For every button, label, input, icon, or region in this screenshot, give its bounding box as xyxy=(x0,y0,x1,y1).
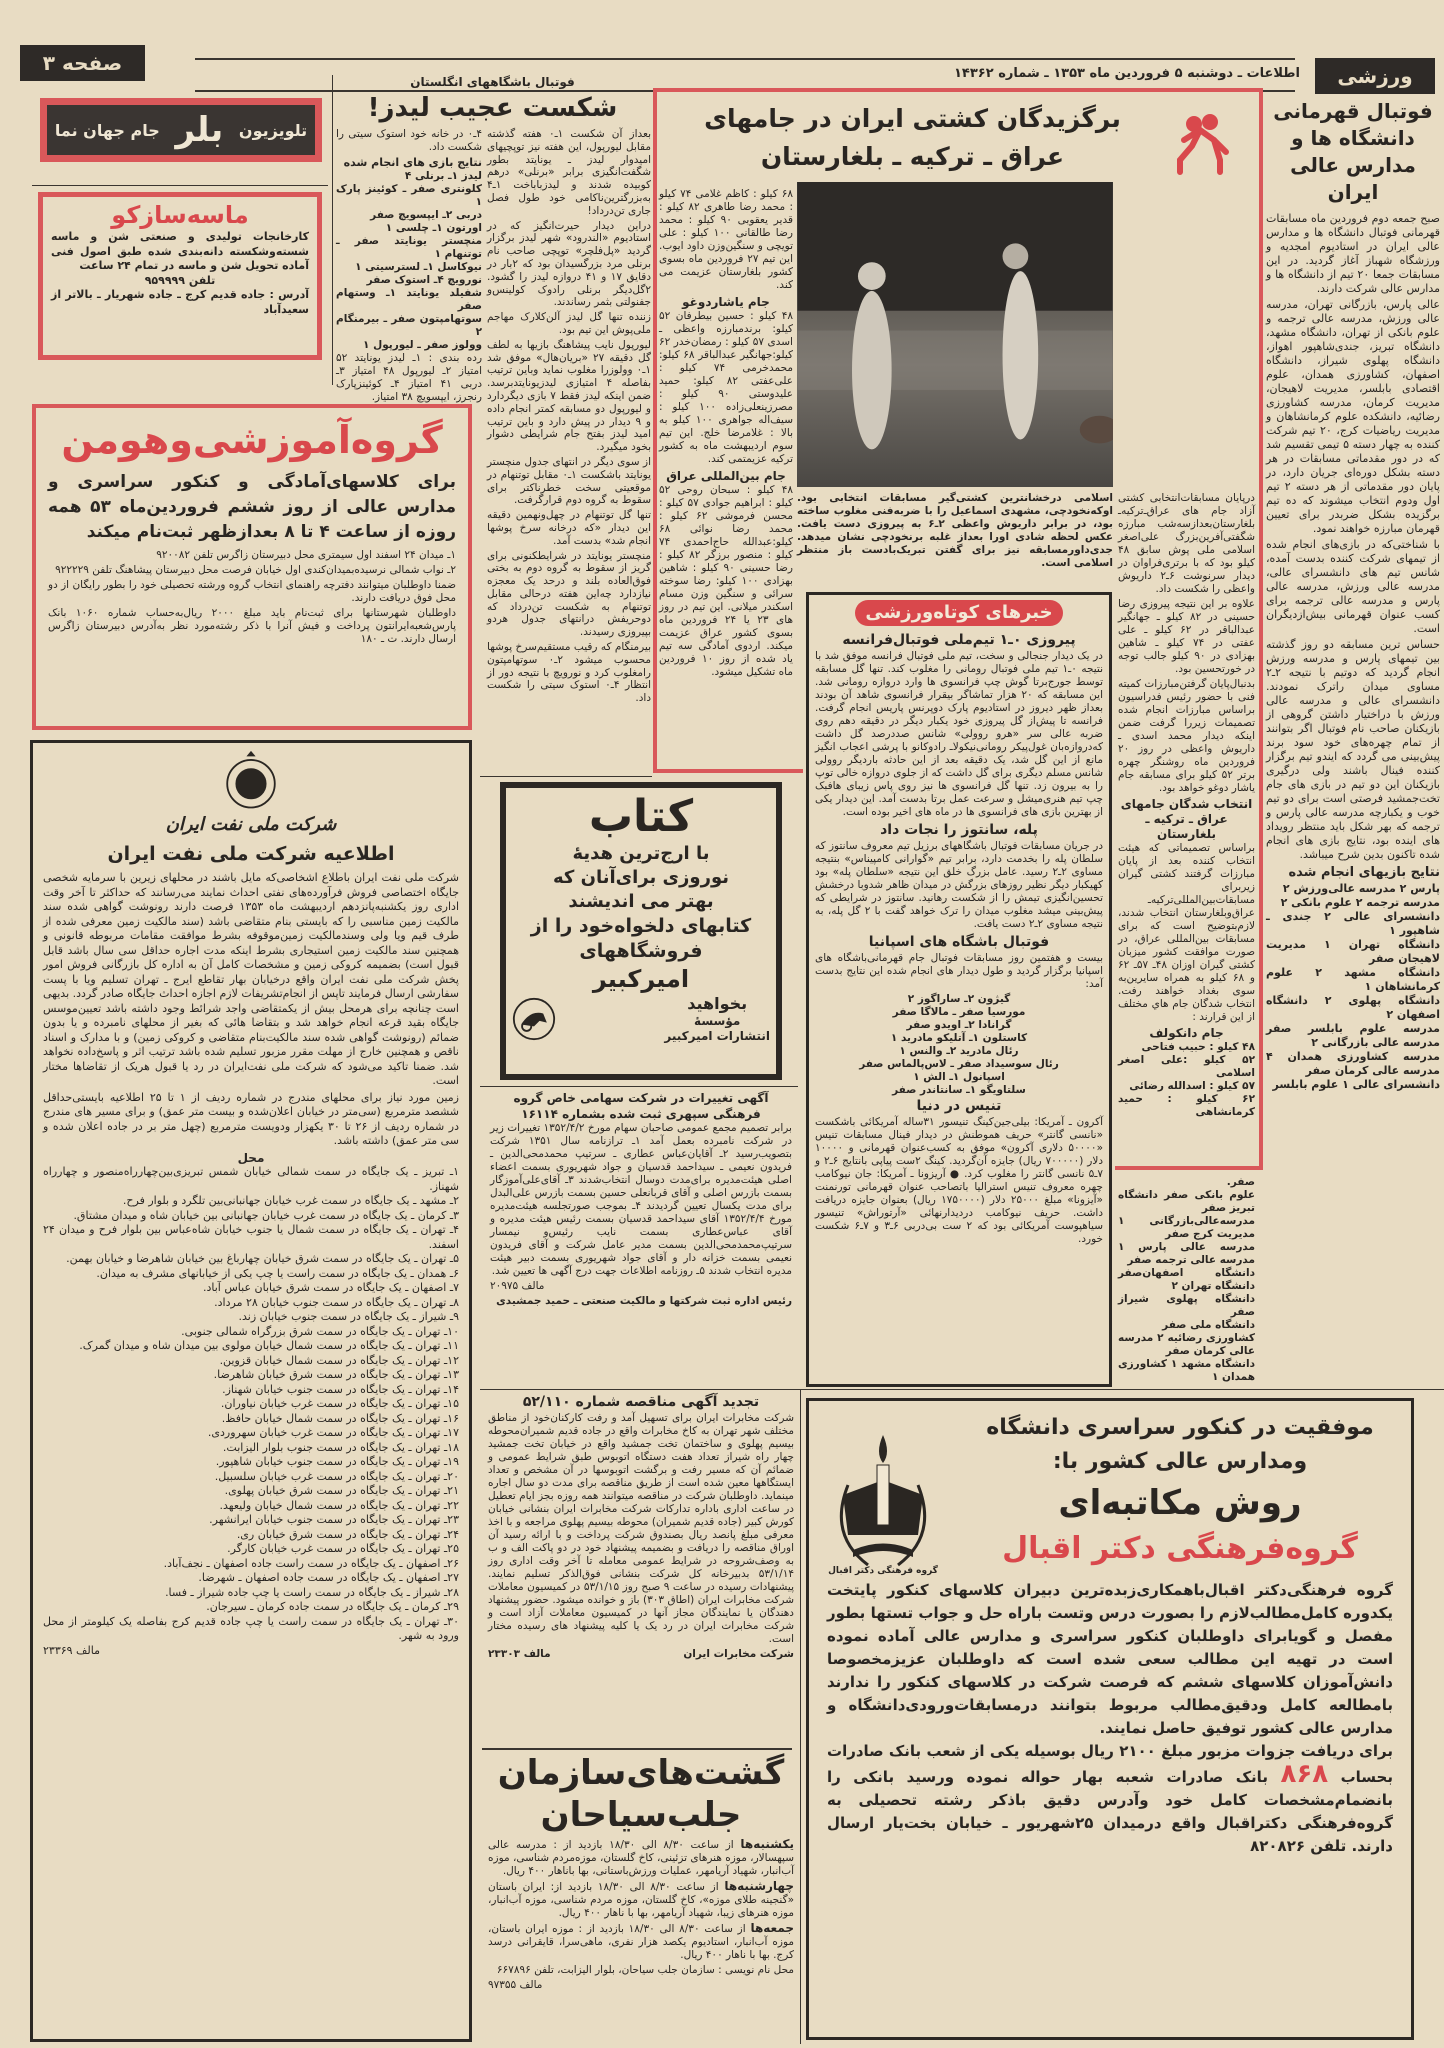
result-item: سوتهامپتون صفر ـ بیرمنگام ۲ xyxy=(336,313,482,338)
book-ad-line: فروشگاههای xyxy=(579,940,703,962)
location-item: ۲۷ـ اصفهان ـ یک جایگاه در سمت جاده اصفهان ـ شهرضا. xyxy=(198,1571,459,1584)
news-title: تنیس در دنیا xyxy=(916,1098,1002,1114)
wrestling-frame-bottom-right xyxy=(1115,1166,1263,1170)
wrestlers-logo-icon xyxy=(1170,110,1240,180)
uni-results-continued xyxy=(1118,1176,1255,1384)
list-item: ۱ـ میدان ۲۴ اسفند اول سیمتری محل دبیرستان زاگرس تلفن ۹۲۰۰۸۲ xyxy=(156,549,456,561)
news-body: در یک دیدار جنجالی و سخت، تیم ملی فوتبال فرانسه موفق شد با نتیجه ۰ـ۱ تیم ملی فوتبال رومانی را مغلوب کند. تنها گل مسابقه توسط جورج‌برتا گوش چپ فرانسوی ها وارد دروازه رومانی شد. این مسابقه که ۲۰ هزار تماشاگر بیقرار فرانسوی شاهد آن بودند بعداز ظهر دیروز در استادیوم پارک دوپرنس پاریس انجام گرفت. فرانسه تا پیش‌از گل پیروزی خود یکبار دیگر در دقیقه دهم روی ضربه عالی سر «هرو روولی» شانس صددرصد گل داشت که‌دروازه‌بان غول‌پیکر رومانی‌نیکولاـ رادوکانو با پرشی اعجاب انگیز مانع از این گل شد، یک دقیقه بعد از این حادثه باردیگر روولی شانس مسلم دیگری برای گل داشت که از جلوی دروازه خالی توپ را به بیرون زد. تنها گل فرانسوی ها نیز روی پاس زیبای هافبک چپ تیم هنری‌میشل و سرعت عمل برتا بدست آمد. این دیدار یکی از بهترین بازی های فرانسوی ها در ماه های اخیر بوده است. xyxy=(815,650,1104,818)
result-item: مدرسه‌عالی‌بازرگانی ۱ مدیریت کرج صفر xyxy=(1118,1215,1255,1240)
result-item: دانشگاه مشهد ۱ کشاورزی همدان ۱ xyxy=(1118,1358,1255,1383)
nioc-logo-icon xyxy=(43,749,459,813)
location-item: ۳۰ـ تهران ـ یک جایگاه در سمت راست یا چپ جاده قدیم کرج بفاصله یک کیلومتر از محل ورود به شهر. xyxy=(43,1614,459,1642)
iqbal-headline: ومدارس عالی کشور با: xyxy=(1052,1449,1308,1474)
results-list xyxy=(1266,882,1440,1092)
result-item: مدرسه ترجمه ۲ علوم بانکی ۲ xyxy=(1280,896,1440,909)
location-item: ۲۴ـ تهران ـ یک جایگاه در سمت شرق خیابان ری. xyxy=(236,1527,459,1541)
result-item: علوم بانکی صفر دانشگاه تبریز صفر xyxy=(1118,1189,1255,1214)
rule xyxy=(480,776,652,777)
section-tag: ورزشی xyxy=(1315,58,1435,94)
signature: رئیس اداره ثبت شرکتها و مالکیت صنعتی ـ حمید جمشیدی xyxy=(496,1295,792,1307)
news-body: بیست و هفتمین روز مسابقات فوتبال جام قهرمانی‌باشگاه های اسپانیا برگزار گردید و طول دیدار های انجام شده این نتایج بدست آمد: xyxy=(815,952,1103,990)
paragraph: شرکت ملی نفت ایران باطلاع اشخاصی‌که مایل باشند در محلهای زیرین با سرمایه شخصی جایگاه اختصاصی فروش فرآورده‌های نفتی احداث نمایند می‌رسانند که حداکثر تا آخر وقت اداری روز یکشنبه‌پانزدهم اردیبهشت ماه ۱۳۵۳ فرصت دارند رونوشت گواهی شده سند مالکیت زمین مناسبی را که بایستی بنام متقاضی باشد (سند مالکیت زمین معرفی شده از طرف قیم ویا ولی وسندمالکیت زمین‌موقوفه بشرط موافقت مقامات مربوطه قانونی و همچنین سند مالکیت زمین استیجاری بشرط اینکه مدت اجاره حداقل سی سال باشد قابل قبول است) بضمیمه کروکی زمین و مشخصات کامل آن به اداره کل بازرگانی فروش امور پخش شرکت ملی نفت ایران واقع درخیابان بهار تقاطع ایرج ـ تهران تسلیم ویا با پست سفارشی ارسال فرمایند تاپس از انجام‌تشریفات لازم اجازه احداث جایگاه صادر گردد. بدیهی است چنانچه برای هرمحل بیش از یکمتقاضی واجد شرائط وجود داشته باشد تعیین‌موسس جایگاه بقید قرعه انجام خواهد شد و بتقاضا هائی که بغیر از محلهای نامبرده و یا بدون ضمائم (رونوشت گواهی شده سند مالکیت‌بنام متقاضی و کروکی زمین) و با مدارک و اسناد ناقص و همچنین خارج از مهلت مقرر مزبور تسلیم شده باشد ترتیب اثر و پاسخ‌داده نخواهد شد. ضمنا تاکید می‌شود که شرکت ملی نفت‌ایران در رد یا قبول هریک از تقاضاها مختار است. xyxy=(43,871,459,1087)
vahoman-ad xyxy=(32,404,472,730)
leeds-headline xyxy=(335,74,650,126)
result-item: دربی ۲ـ ایپسویچ صفر xyxy=(370,209,482,221)
ad-ref: مالف ۲۳۳۶۹ xyxy=(43,1643,101,1657)
nioc-logo-text: شرکت ملی نفت ایران xyxy=(165,814,337,835)
subheading: جام بین‌المللی عراق xyxy=(666,469,786,483)
location-item: ۲۰ـ تهران ـ یک جایگاه در سمت غرب خیابان سلسبیل. xyxy=(214,1469,459,1483)
location-item: ۵ـ تهران ـ یک جایگاه در سمت شرق خیابان چهارباغ بین خیابان شاهرضا و خیابان بهمن. xyxy=(66,1252,459,1265)
result-item: منچستر یونایتد صفر ـ توتنهام ۱ xyxy=(336,235,482,260)
nioc-title: اطلاعیه شرکت ملی نفت ایران xyxy=(107,843,395,865)
vahoman-body: برای کلاسهای‌آمادگی و کنکور سراسری و مدارس عالی از روز ششم فروردین‌ماه ۵۳ همه روزه از ساعت ۴ تا ۸ بعدازظهر ثبت‌نام میکند xyxy=(48,472,456,542)
location-item: ۱۴ـ تهران ـ یک جایگاه در سمت جنوب خیابان شهناز. xyxy=(222,1382,459,1396)
result-item: شفیلد یونایتد ۱ـ وستهام صفر xyxy=(336,287,482,312)
subheading: جام یاشاردوغو xyxy=(682,295,770,309)
result-item: دانشگاه پهلوی شیراز صفر xyxy=(1118,1293,1255,1318)
standings: رده بندی : ۱ـ لیدز یونایتد ۵۲ امتیاز ۲ـ لیورپول ۴۸ امتیاز ۳ـ دربی ۴۱ امتیاز ۴ـ کوئینزپارک رنجرز، ایپسویچ ۳۸ امتیاز. xyxy=(336,352,483,403)
short-news-banner: خبرهای کوتاه‌ورزشی xyxy=(855,600,1063,626)
notice-changes xyxy=(490,1090,792,1310)
result-item: دانشگاه تهران ۱ مدیریت لاهیجان صفر xyxy=(1266,938,1440,965)
uni-football-title: فوتبال قهرمانی دانشگاه ها و مدارس عالی ایران xyxy=(1273,99,1433,204)
result-item: دانشگاه اصفهان‌صفر دانشگاه تهران ۲ xyxy=(1118,1267,1255,1292)
masthead-dateline: اطلاعات ـ دوشنبه ۵ فروردین ماه ۱۳۵۳ ـ شماره ۱۴۳۶۲ xyxy=(954,66,1300,81)
payment-text: برای دریافت جزوات مزبور مبلغ ۲۱۰۰ ریال بوسیله یکی از شعب بانک صادرات بحساب xyxy=(827,1742,1393,1786)
column-rule xyxy=(800,1389,801,2044)
location-item: ۱۸ـ تهران ـ یک جایگاه در سمت جنوب بلوار الیزابت. xyxy=(222,1440,459,1454)
location-item: ۲۳ـ تهران ـ یک جایگاه در سمت جنوب خیابان ایرانشهر. xyxy=(209,1513,459,1526)
location-item: ۴ـ تهران ـ یک جایگاه در سمت شمال یا جنوب خیابان شاه‌عباس بین بلوار فرح و میدان ۲۴ اسفند. xyxy=(43,1223,459,1251)
nioc-notice xyxy=(30,740,472,2042)
iqbal-headline: موفقیت در کنکور سراسری دانشگاه xyxy=(986,1415,1374,1440)
news-body: در جریان مسابقات فوتبال باشگاههای برزیل تیم معروف سانتوز که سلطان پله را بخدمت دارد، برابر تیم «گوارانی کامپیناس» بنتیجه مساوی ۲ـ۲ رسید. عامل بزرگ خلق این نتیجه «سلطان پله» بود کهیکبار دیگر نظیر روزهای بزرگش در میدان ظاهر شدوبا درخشش تحسین‌انگیزی تیمش را از شکست رهانید. سانتوز در شرایطی که پیش‌بینی میشد مغلوب میدان را ترک خواهد گفت با ۲ گل پله، به نتیجه مساوی ۲ـ۲ دست یافت. xyxy=(815,840,1103,930)
short-news-box xyxy=(806,592,1112,1387)
location-item: ۲۱ـ تهران ـ یک جایگاه در سمت شرق خیابان پهلوی. xyxy=(224,1484,459,1497)
location-item: ۲۶ـ اصفهان ـ یک جایگاه در سمت راست جاده اصفهان ـ نجف‌آباد. xyxy=(163,1556,459,1570)
paragraph: دراین دیدار حیرت‌انگیز که در استادیوم «الندرود» شهر لیدز برگزار گردید «پل‌فلچر» توپچی صاحب نام برنلی مرد بزرگسیدان بود که ۲بار در دقایق ۱۷ و ۴۱ دروازه لیدز را گشود. ۲گل‌دیگر برنلی رادوک کولینس‌و جفنولتی بثمر رساندند. xyxy=(487,219,652,309)
location-item: ۱۰ـ تهران ـ یک جایگاه در سمت شرق بزرگراه شمالی جنوبی. xyxy=(181,1324,459,1338)
subheading: انتخاب شدگان جامهای عراق ـ ترکیه ـ بلغارستان xyxy=(1120,797,1253,841)
rule xyxy=(32,185,328,186)
results-heading: نتایج بازیهای انجام شده xyxy=(1288,865,1440,880)
account-number: ۸۶۸ xyxy=(1280,1759,1329,1789)
book-ad-line: نوروزی برای‌آنان که xyxy=(552,867,730,888)
result-item: پارس ۲ مدرسه عالی‌ورزش ۲ xyxy=(1282,882,1440,895)
location-list xyxy=(43,1165,459,1644)
list-item: ۶۲ کیلو : حمید کرمانشاهی xyxy=(1118,1093,1255,1118)
paragraph: تنها گل توتنهام در چهل‌ونهمین دقیقه این دیدار «که درخانه سرخ پوشها انجام شد» بدست آمد. xyxy=(487,509,651,547)
result-item: مدرسه علوم بابلسر صفر مدرسه عالی بازرگانی ۲ xyxy=(1266,1022,1440,1049)
result-item: گیژون ۲ـ ساراگوز ۲ xyxy=(907,993,1011,1005)
photo-caption: اسلامی درخشانترین کشتی‌گیر مسابقات انتخابی بود. اوکه‌نخودچی، مشهدی اسماعیل را با ضربه‌فنی مغلوب ساخته بود، در برابر داریوش واعظی ۲ـ۶ به پیروزی دست یافت. عکس لحظه شادی اورا بعداز غلبه برنخودچی نشان میدهد. جدی‌داورمسابقه نیز برای گفتن تبریک‌بادست باز منتظر اسلامی است. xyxy=(797,492,1113,569)
list-item: ۵۲ کیلو :علی اصغر اسلامی xyxy=(1118,1054,1255,1079)
tour-day: جمعه‌ها xyxy=(750,1921,795,1935)
result-item: مدرسه کشاورزی همدان ۴ مدرسه عالی کرمان صفر xyxy=(1266,1050,1440,1077)
result-item: لیدز ۱ـ برنلی ۴ xyxy=(404,170,482,182)
wrestling-headline xyxy=(665,100,1160,176)
list-item: ۴۸ کیلو : حبیب فتاحی xyxy=(1141,1041,1255,1053)
result-item: دانشگاه ملی صفر xyxy=(1162,1319,1255,1331)
payment-text: بانک صادرات شعبه بهار حواله نموده ورسید بانکی را بانضمام‌مشخصات کامل خود وآدرس دقیق باذکر رشته تحصیلی به گروه‌فرهنگی دکتراقبال واقع درمیدان ۲۵شهریور ـ خیابان بخت‌یار ارسال دارند. تلفن ۸۲۰۸۲۶ xyxy=(827,1768,1393,1855)
tours-title: جلب‌سیاحان xyxy=(540,1795,742,1835)
signature: شرکت مخابرات ایران xyxy=(683,1648,794,1660)
wrestling-photo xyxy=(797,182,1113,487)
result-item: رئال مادرید ۲ـ والنس ۱ xyxy=(899,1045,1019,1057)
location-item: ۸ـ تهران ـ یک جایگاه در سمت جنوب خیابان ۲۸ مرداد. xyxy=(214,1295,459,1309)
publisher-name: انتشارات امیرکبیر xyxy=(664,1029,770,1043)
masasazko-ad xyxy=(38,192,322,360)
list-item: ضمنا داوطلبان میتوانند دفترچه راهنمای انتخاب گروه ورشته تحصیلی خود را بطور رایگان از دو محل فوق دریافت دارند. xyxy=(48,579,456,604)
leeds-kicker: فوتبال باشگاههای انگلستان xyxy=(410,75,575,89)
result-item: کاستلون ۱ـ آتلیکو مادرید ۱ xyxy=(890,1032,1028,1044)
news-body: آکرون ـ آمریکا: بیلی‌جین‌کینگ تنیسور ۳۱ساله آمریکائی باشکست «نانسی گانتر» حریف هموطنش در دیدار فینال مسابقات تنیس «۵۰۰۰۰ دلاری آکرون» موفق به کسب‌عنوان قهرمانی و ۱۰۰۰۰ دلار (۷۰۰۰۰۰ ریال) جایزه آن‌گردید. کینگ ۲ست پیاپی بانتایج ۶ـ۲ و ۷ـ۵ نانسی گانتر را مغلوب کرد. ● آریزونا ـ آمریکا: جان نیوکامب چهره معروف تنیس استرالیا باتصاحب عنوان قهرمانی تورنمنت «آیزونا» مبلغ ۲۵۰۰۰ دلار (۱۷۵۰۰۰۰ ریال) بعنوان جایزه دریافت داشت. حریف نیوکامب دردیدارنهائی «آرتوراش» تنیسور سیاهپوست آمریکائی بود که ۲ ست بی‌دربی ۶ـ۳ و ۷ـ۶ شکست خورد. xyxy=(815,1116,1104,1245)
book-ad-line: بهتر می اندیشند xyxy=(568,891,714,912)
paragraph: لیورپول نایب پیشاهنگ بازیها به لطف گل دقیقه ۲۷ «بریان‌هال» موفق شد ۱ـ۰ وولوزرا مغلوب نماید وباین ترتیب بفاصله ۴ امتیازی لیدزیونایتدبرسد. ضمن اینکه لیدز فقط ۷ بازی دیگردارد و لیورپول دو مسابقه کمتر انجام داده و ۹ دیدار در پیش دارد و باین ترتیب امید لیدز بفتح جام شرایطی دشوار بخود میگیرد. xyxy=(487,338,652,454)
ad-ref: مالف ۲۰۹۷۵ xyxy=(490,1280,545,1292)
iqbal-brand: گروه‌فرهنگی دکتر اقبال xyxy=(1002,1531,1358,1566)
tour-text: از ساعت ۸/۳۰ الی ۱۸/۳۰ بازدید از : موزه ایران باستان، موزه آب‌انبار، استادیوم یکصد هزار نفری، ماهی‌سرا، قایقرانی درسد کرج. بها با ناهار ۴۰۰ ریال. xyxy=(488,1923,794,1961)
location-item: ۲۵ـ تهران ـ یک جایگاه در سمت غرب خیابان کارگر. xyxy=(227,1542,459,1555)
result-item: مدرسه عالی پارس ۱ مدرسه عالی ترجمه صفر xyxy=(1118,1241,1255,1266)
location-item: ۱۲ـ تهران ـ یک جایگاه در سمت شمال خیابان قزوین. xyxy=(219,1353,459,1367)
result-item: کشاورزی رضائیه ۲ مدرسه عالی کرمان صفر xyxy=(1118,1332,1256,1357)
result-item: مورسیا صفر ـ مالاگا صفر xyxy=(892,1006,1026,1018)
wrestling-title-line2: عراق ـ ترکیه ـ بلغارستان xyxy=(760,142,1065,171)
result-item: دانشسرای عالی ۱ علوم بابلسر xyxy=(1272,1078,1440,1091)
result-item: دانشگاه پهلوی ۲ دانشگاه اصفهان ۲ xyxy=(1266,994,1441,1021)
result-item: دانشگاه مشهد ۲ علوم کرمانشاهان ۱ xyxy=(1266,966,1440,993)
tv-ad-word: تلویزیون xyxy=(238,120,308,140)
result-item: اسپانول ۱ـ الش ۱ xyxy=(913,1071,1005,1083)
address: آدرس : جاده قدیم کرج ـ جاده شهریار ـ بالاتر از سعیدآباد xyxy=(51,288,309,316)
rule xyxy=(482,1748,792,1750)
iqbal-ad xyxy=(806,1398,1414,2040)
result-item: وولوز صفر ـ لیورپول ۱ xyxy=(363,339,482,351)
column-rule xyxy=(332,75,333,385)
iqbal-method: روش مکاتبه‌ای xyxy=(1058,1483,1302,1523)
paragraph: براساس تصمیماتی که هیئت انتخاب کننده بعد از پایان مبارزات گرفتند کشتی گیران زیربرای مسابقات‌بین‌المللی‌ترکیه‌ـ عراق‌وبلغارستان انتخاب شدند، لازم‌بتوضیح است که برای مسابقات بین‌المللی عراق، در صورت موافقت کشور میزبان کشتی گیران اوزان ۴۸ـ ۵۷ـ ۶۲ و ۶۸ کیلو به همراه سایرین‌به سوی بغداد خواهند رفت. انتخاب شدگان جام هاي مختلف از این قرارند : xyxy=(1118,842,1255,1023)
leeds-title: شکست عجیب لیدز! xyxy=(367,93,618,123)
paragraph: گروه فرهنگی‌دکتر اقبال‌باهمکاری‌زبده‌ترین دبیران کلاسهای کنکور پایتخت یکدوره کامل‌مطالب‌لازم را بصورت درس وتست باراه حل و جواب تستها بطور مفصل و گویابرای داوطلبان کنکور سراسری و مدارس عالی آماده نموده است در تهیه این مطالب سعی شده است که داوطلبان عزیزمخصوصا دانش‌آموزان کلاسهای ششم که فرصت شرکت در کلاسهای کنکور را ندارند بامطالعه کامل ودقیق‌مطالب مربوط بتوانند درمسابقات‌ورودی‌دانشگاه و مدارس عالی کشور توفیق حاصل نمایند. xyxy=(827,1581,1393,1737)
paragraph: بعداز آن شکست ۱ـ۰ هفته گذشته مقابل لیورپول، این هفته نیز توپچیهای امیدوار لیدز ـ یونایتد بطور شگفت‌انگیزی برابر «برنلی» درهم کوبیده شدند و لیدزباباخت ۱ـ۴ به‌بزرگترین‌ناکامی خود طول فصل جاری تن‌درداد! xyxy=(487,128,651,217)
ad-ref: مالف ۲۳۳۰۳ xyxy=(488,1648,551,1660)
wrestling-title-line1: برگزیدگان کشتی ایران در جامهای xyxy=(704,104,1121,133)
book-ad-line: کتابهای دلخواه‌خود را از xyxy=(530,915,752,937)
result-item: نیوکاسل ۱ـ لسترسیتی ۱ xyxy=(355,261,482,273)
subheading: جام دانکولف xyxy=(1149,1026,1224,1040)
location-item: ۷ـ اصفهان ـ یک جایگاه در سمت شرق خیابان عباس آباد. xyxy=(203,1281,459,1294)
paragraph: صبح جمعه دوم فروردین ماه مسابقات قهرمانی فوتبال دانشگاه ها و مدارس عالی ایران در استادیوم امجدیه و ورزشگاه شهباز آغاز گردید. در این مسابقات جمعا ۲۰ تیم از دانشگاه ها و مدارس عالی شرکت دارند. xyxy=(1266,212,1440,295)
location-item: ۱۹ـ تهران ـ یک جایگاه در سمت جنوب خیابان شاهپور. xyxy=(215,1455,459,1468)
book-ad-title: کتاب xyxy=(588,791,694,842)
paragraph: عالی پارس، بازرگانی تهران، مدرسه عالی ورزش، مدرسه عالی ترجمه و علوم بانکی از تهران، دانشگاه مشهد، دانشگاه تبریز، جندی‌شاهپور اهواز، دانشگاه پهلوی شیراز، دانشگاه اصفهان، کشاورزی همدان، علوم اقتصادی بابلسر، مدیریت لاهیجان، مدیریت کرمان، مدرسه کشاورزی رضائیه، دانشکده علوم کرمانشاهان و مدیریت ریاضیات کرج، ۲۰ تیم شرکت کننده به چهار دسته ۵ تیمی تقسیم شد که در دور مقدماتی مسابقات در هر دسته بشکل دوره‌ای جریان دارد، در پایان دور مقدماتی از هر دسته ۲ تیم اول ودوم انتخاب میشوند که ده تیم برگزیده بشکل ضربدر برای تعیین قهرمان مبارزه خواهند نمود. xyxy=(1266,298,1440,535)
paragraph: علاوه بر این نتیجه پیروزی رضا حسینی در ۸۲ کیلو ـ جهانگیر عبدالباقر در ۶۲ کیلو ـ علی عفتی در ۷۴ کیلو ـ شاهین بهزادی در ۹۰ کیلو جالب توجه در خورتحسین بود. xyxy=(1118,598,1255,675)
tour-day: یکشنبه‌ها xyxy=(740,1837,794,1851)
book-ad-brand: امیرکبیر xyxy=(592,965,690,993)
tender-title: تجدید آگهی مناقصه شماره ۵۲/۱۱۰ xyxy=(522,1394,760,1410)
paragraph: شرکت مخابرات ایران برای تسهیل آمد و رفت کارکنان‌خود از مناطق مختلف شهر تهران به کاخ مخابرات واقع در جاده قدیم شمیران‌محوطه بیسیم پهلوی و ساختمان تخت جمشید واقع در خیابان تخت جمشید چهار راه شیراز تعداد هفت دستگاه اتوبوس طبق شرایط عمومی و ضمائم آن که مسیر رفت و برگشت اتوبوسها در آن مشخص و تعداد ایستگاهها معین شده است از طریق مناقصه برای مدت دو سال اجاره مینماید. داوطلبان شرکت در مناقصه میتوانند همه روزه بجز ایام تعطیل در ساعت اداری باداره تدارکات شرکت مخابرات ایران بنشانی خیابان کورش کبیر (جاده قدیم شمیران) محوطه بیسیم پهلوی مراجعه و با اخذ معرفی مبلغ پانصد ریال بصندوق شرکت پرداخت و با ارائه رسید آن اوراق مناقصه را دریافت و بضمیمه پیشنهاد خود در دو پاکت الف و ب به وصف‌شروحه در شرایط عمومی معامله تا آخر وقت اداری روز ۵۳/۱/۱۴ بدبیرخانه کل شرکت بنشانی فوق‌الذکر تسلیم نمایند. پیشنهادات رسیده در ساعت ۹ صبح روز ۵۳/۱/۱۵ در کمیسیون معاملات شرکت مخابرات ایران (اطاق ۳۰۳) باز و خوانده میشود. حضور پیشنهاد دهندگان یا نمایندگان مجاز آنها در کمیسیون معاملات آزاد است و شرکت مخابرات ایران در رد یک یا کلیه پیشنهاد های رسیده مختار است. xyxy=(488,1412,794,1645)
paragraph: درپایان مسابقات‌انتخابی کشتی آزاد جام های عراق‌ـ‌ترکیه‌ـ بلغارستان‌بعدازسه‌شب مبارزه شگفتی‌آفرین‌بزرگ علی‌اصغر اسلامی ملی پوش سابق ۴۸ کیلو بود که با برتری‌فراوان در دیدار سرنوشت ۶ـ۲ داریوش واعظی را شکست داد. xyxy=(1118,492,1255,595)
location-item: ۹ـ شیراز ـ یک جایگاه در سمت جنوب خیابان زند. xyxy=(238,1310,459,1323)
vahoman-title: گروه‌آموزشی‌وهومن xyxy=(61,418,443,462)
news-title: پیروزی ۰ـ۱ تیم‌ملی فوتبال‌فرانسه xyxy=(842,632,1076,648)
result-item: اورتون ۱ـ چلسی ۱ xyxy=(385,222,482,234)
signup-info: محل نام نویسی : سازمان جلب سیاحان، بلوار الیزابت، تلفن ۶۶۷۸۹۶ xyxy=(496,1964,794,1976)
paragraph: بیرمنگام که رقیب مستقیم‌سرخ پوشها محسوب میشود ۲ـ۰ سوتهامپتون رامغلوب کرد و نورویچ با نتیجه دور از انتظار ۴ـ۰ استوک سیتی را شکست داد. xyxy=(487,641,651,705)
news-title: پله، سانتوز را نجات داد xyxy=(880,822,1038,838)
notice-title: آگهی تغییرات در شرکت سهامی خاص گروه فرهنگی سپهری ثبت شده بشماره ۱۶۱۱۴ xyxy=(513,1091,769,1121)
subheading: نتایج بازی های انجام شده xyxy=(343,156,482,169)
logo-text: گروه فرهنگی دکتر اقبال xyxy=(828,1566,938,1576)
leeds-body xyxy=(487,128,651,707)
location-item: ۱۵ـ تهران ـ یک جایگاه در سمت غرب خیابان نیاوران. xyxy=(220,1397,459,1410)
result-item: دانشسرای عالی ۲ جندی ـ شاهپور ۱ xyxy=(1266,910,1440,937)
tv-ad xyxy=(40,98,322,162)
publisher-label: مؤسسهٔ xyxy=(694,1014,741,1028)
location-item: ۳ـ کرمان ـ یک جایگاه در سمت غرب خیابان جهانبانی بین خیابان شاه و میدان مشتاق. xyxy=(73,1208,459,1222)
tour-text: از ساعت ۸/۳۰ الی ۱۸/۳۰ بازدید از : مدرسه عالی سپهسالار، موزه هنرهای تزئینی، کاخ گلستان، موزه‌مردم شناسی، موزه آب‌انبار، شهیاد آریامهر، عملیات ورزش‌باستانی، بها باناهار ۴۰۰ ریال. xyxy=(488,1839,794,1877)
ad-ref: مالف ۹۷۳۵۵ xyxy=(488,1979,543,1991)
location-item: ۲۲ـ تهران ـ یک جایگاه در سمت شمال خیابان ولیعهد. xyxy=(219,1498,459,1512)
book-ad-line: با ارج‌ترین هدیهٔ xyxy=(572,843,710,864)
book-ad xyxy=(500,782,782,1080)
paragraph: از سوی دیگر در انتهای جدول منچستر یونایتد باشکست ۱ـ۰ مقابل توتنهام در موقعیتی سخت خطرناکتر برای سقوط به گروه دوم قرارگرفت. xyxy=(487,455,651,507)
location-item: ۱۱ـ تهران ـ یک جایگاه در سمت شمال خیابان مولوی بین میدان شاه و میدان گمرک. xyxy=(79,1339,459,1352)
location-item: ۶ـ همدان ـ یک جایگاه در سمت راست یا چپ یکی از خیابانهای مشرف به میدان. xyxy=(96,1266,459,1280)
result-item: رئال سوسیداد صفر ـ لاس‌پالماس صفر xyxy=(859,1058,1059,1070)
tours-title: گشت‌های‌سازمان xyxy=(497,1753,785,1793)
subheading: محل xyxy=(237,1150,265,1165)
uni-football-article xyxy=(1266,98,1440,1092)
location-item: ۱ـ تبریز ـ یک جایگاه در سمت شمالی خیابان شمس تبریزی‌بین‌چهارراه‌منصور و چهارراه شهناز. xyxy=(43,1165,459,1193)
result-item: نورویچ ۴ـ استوک صفر xyxy=(366,274,482,286)
paragraph: زننده تنها گل لیدز آلن‌کلارک مهاجم ملی‌پوش این تیم بود. xyxy=(487,311,651,336)
result-item: کلونتری صفر ـ کوئینز پارک ۱ xyxy=(336,183,482,208)
masasazko-title: ماسه‌سازکو xyxy=(111,201,249,229)
location-item: ۱۶ـ تهران ـ یک جایگاه در سمت شمال خیابان حافظ. xyxy=(221,1411,459,1425)
location-item: ۲ـ مشهد ـ یک جایگاه در سمت غرب خیابان جهانبانی‌بین تلگرد و بلوار فرح. xyxy=(122,1194,459,1207)
tours-ad xyxy=(488,1752,794,1994)
list-item: ۲ـ نواب شمالی نرسیده‌بمیدان‌کندی اول خیابان فرصت محل دبیرستان پیشاهنگ تلفن ۹۲۲۲۲۹ xyxy=(55,564,456,576)
rule xyxy=(480,1389,1444,1390)
wrestling-frame-left xyxy=(653,88,657,772)
result-item: سلتاویگو ۱ـ سانتاندر صفر xyxy=(892,1084,1026,1096)
location-item: ۲۹ـ کرمان ـ یک جایگاه در سمت جاده کرمان ـ سیرجان. xyxy=(206,1600,459,1613)
paragraph: کارخانجات تولیدی و صنعتی شن و ماسه شسته‌وشکسته دانه‌بندی شده طبق اصول فنی آماده تحویل شن و ماسه در تمام ۲۴ ساعت xyxy=(51,230,309,272)
book-ad-line: بخواهید xyxy=(687,994,748,1013)
paragraph: ۴۸ کیلو : سبحان روحی ۵۲ کیلو : ابراهیم جوادی ۵۷ کیلو : محسن فرموشی ۶۲ کیلو : محمد رضا نوائی ۶۸ کیلو:عبدالله حاج‌احمدی ۷۴ کیلو : منصور برزگر ۸۲ کیلو : رضا حسینی ۹۰ کیلو : شاهین بهزادی ۱۰۰ کیلو: رضا سوخته سرائی و سنگین وزن مسام اسکندر میلانی. این تیم در روز های ۲۳ یا ۲۴ فروردین ماه بسوی کشور عراق عزیمت میکند. اردوی آمادگی سه تیم یاد شده از روز ۱۰ فروردین ماه تشکیل میشود. xyxy=(659,484,794,678)
candle-wreath-logo-icon xyxy=(823,1425,943,1585)
wrestling-frame-right xyxy=(1259,88,1263,1170)
phone: تلفن ۹۵۹۹۹۹ xyxy=(144,273,216,287)
page-number-tag: صفحه ۳ xyxy=(20,45,145,81)
result-item: گرانادا ۲ـ اویدو صفر xyxy=(906,1019,1012,1031)
paragraph: منچستر یونایتد در شرایطکنونی برای گریز از سقوط به گروه دوم به بختی فوق‌العاده بلند و درحد یک معجزه نیازدارد چه‌این هفته درحالی مقابل توتنهام به شکست تن‌درداد که دوحریفش درانتهای جدول هردو بپیروزی رسیدند. xyxy=(487,549,651,639)
location-item: ۲۸ـ شیراز ـ یک جایگاه در سمت راست یا چپ جاده شیراز ـ فسا. xyxy=(165,1585,459,1599)
result-item: صفر. xyxy=(1226,1176,1255,1188)
wrestling-frame-bottom-left xyxy=(653,769,803,773)
chariot-logo-icon xyxy=(512,997,556,1041)
tour-text: از ساعت ۸/۳۰ الی ۱۸/۳۰ بازدید از: ایران باستان «گنجینه طلای موزه»، کاخ گلستان، موزه مردم شناسی، موزه آب‌انبار، موزه هنرهای زیبا، شهیاد آریامهر، بها با ناهار ۴۰۰ ریال. xyxy=(488,1881,794,1919)
wrestling-left-column xyxy=(659,188,793,681)
tour-day: چهارشنبه‌ها xyxy=(724,1879,794,1893)
rule xyxy=(480,1086,798,1087)
paragraph: حساس ترین مسابقه دو روز گذشته بین تیمهای پارس و مدرسه ورزش انجام گردید که دوتیم با نتیجه ۲ـ۲ مساوی میدان راترک نمودند. دانشسرای عالی و مدرسه عالی ورزش با دراختیار داشتن گروهی از بازیکنان صاحب نام فوتبال اگر بتوانند از تمام چهره‌های خود سود برند پیش‌بینی می گردد که ایندو تیم برگزار کننده فینال باشند ولی درگیری بازیکنان این دو تیم در بازی های جام تخت‌جمشید فرصتی است برای دو تیم خوب و یکبارچه مدرسه عالی پارس و ترجمه که بهر شکل باید منتظر رویداد های اینده بود، نتایج بازی های انجام شده تاکنون بدین شرح میباشد. xyxy=(1266,638,1440,861)
wrestling-right-column xyxy=(1118,492,1255,1119)
paragraph: بدنبال‌پایان گرفتن‌مبارزات کمیته فنی با حضور رئیس فدراسیون براساس مبارزات انجام شده تصمیمات زیررا گرفت ضمن اینکه دیدار محمد اسدی ـ داریوش واعظی در روز ۲۰ فروردین ماه روشنگر چهره برتر ۵۲ کیلو برای مسابقه جام یاشار دوغو خواهد بود. xyxy=(1118,678,1255,794)
paragraph: ۶۸ کیلو : کاظم غلامی ۷۴ کیلو : محمد رضا طاهری ۸۲ کیلو : قدیر یعقوبی ۹۰ کیلو : محمد رضا طالقانی ۱۰۰ کیلو : علی تویچی و سنگین‌وزن داود ایوب. این تیم ۲۷ فروردین ماه بسوی کشور بلغارستان عزیمت می کند. xyxy=(659,188,794,291)
news-title: فوتبال باشگاه های اسپانیا xyxy=(868,934,1050,950)
location-item: ۱۳ـ تهران ـ یک جایگاه در سمت شرق خیابان شاهرضا. xyxy=(213,1368,459,1381)
leeds-results xyxy=(336,128,482,406)
tv-ad-brand: بلر xyxy=(175,110,224,150)
paragraph: زمین مورد نیاز برای محلهای مندرج در شماره ردیف از ۱ تا ۲۵ اطلاعیه بایستی‌حداقل ششصد مترمربع (سی‌متر در خیابان اعلان‌شده و بیست متر عمق) و برای مسیر های مندرج در شماره ردیف از ۲۶ تا ۳۰ یکهزار ودویست مترمربع (چهل متر بر در جاده اعلان شده و سی متر عمق) داشته باشد. xyxy=(43,1090,460,1147)
wrestling-frame-top xyxy=(655,88,1263,92)
paragraph: ۴ـ۰ در خانه خود استوک سیتی را شکست داد. xyxy=(336,128,482,153)
paragraph: برابر تصمیم مجمع عمومی صاحبان سهام مورخ ۱۳۵۲/۴/۲ تغییرات زیر در شرکت نامبرده بعمل آمد ۱ـ ترازنامه سال ۱۳۵۱ شرکت بتصویب‌رسید ۲ـ آقایان‌عباس عطاری ـ سرتیپ محمدمحی‌الدین ـ فریدون نعیمی ـ سیداحمد قدسیان و جواد شهریوری بسمت اعضاء اصلی هیئت‌مدیره برای‌مدت دوسال انتخاب‌شدند ۳ـ آقای‌علی‌آموزگار بسمت بازرس اصلی و آقای قربانعلی حسین بسمت بازرس علی‌البدل برای مدت یکسال تعیین گردیدند ۴ـ بموجب صورتجلسه هیئت‌مدیره مورخ ۱۳۵۲/۴/۴ آقای سیداحمد قدسیان بسمت رئیس هیئت مدیره و آقای عباس‌عطاری بسمت نایب رئیس‌و نیمسار سرتیپ‌محمدمحی‌الدین بسمت مدیر عامل شرکت و آقای فریدون نعیمی بسمت خزانه دار و آقای جواد شهریوری بسمت دبیر هیئت مدیره انتخاب شدند ۵ـ روزنامه اطلاعات جهت درج آگهی ها تعیین شد. xyxy=(490,1122,792,1277)
list-item: ۵۷ کیلو : اسدالله رضائی xyxy=(1129,1080,1255,1092)
list-item: داوطلبان شهرستانها برای ثبت‌نام باید مبلغ ۲۰۰۰ ریال‌به‌حساب شماره ۱۰۶۰ بانک پارس‌شعبه‌ایرانتون پرداخت و فیش آنرا با ذکر رشته‌مورد نظر به‌آدرس دبیرستان زاگرس ارسال دارند. ت ـ ۱۸۰ xyxy=(48,607,457,645)
location-item: ۱۷ـ تهران ـ یک جایگاه در سمت غرب خیابان سهروردی. xyxy=(207,1426,459,1439)
header-rule-top xyxy=(195,58,1295,60)
paragraph: با شناختی‌که در بازی‌های انجام شده از تیمهای شرکت کننده بدست آمده، شانس تیم های دانشسرای عالی، مدرسه عالی ورزش، مدرسه عالی پارس و مدرسه عالی ترجمه برای کسب عنوان قهرمانی بیش‌ازدیگران است. xyxy=(1266,538,1440,635)
tender-notice xyxy=(488,1393,794,1663)
paragraph: ۴۸ کیلو : حسین بیطرفان ۵۲ کیلو: برندمبارزه واعظی ـ اسدی ۵۷ کیلو : رمضان‌خدر ۶۲ کیلو:جهانگیر عبدالباقر ۶۸ کیلو: محمدخرمی ۷۴ کیلو : علی‌عفتی ۸۲ کیلو: حمید علیدوستی ۹۰ کیلو : مصرزینعلی‌زاده ۱۰۰ کیلو : سیف‌اله جواهری ۱۰۰ کیلو به بالا : غلامرضا خلج. این تیم سوم اردیبهشت ماه به کشور ترکیه عزیمتمی کند. xyxy=(659,310,794,465)
tv-ad-slogan: جام جهان نما xyxy=(54,120,160,140)
